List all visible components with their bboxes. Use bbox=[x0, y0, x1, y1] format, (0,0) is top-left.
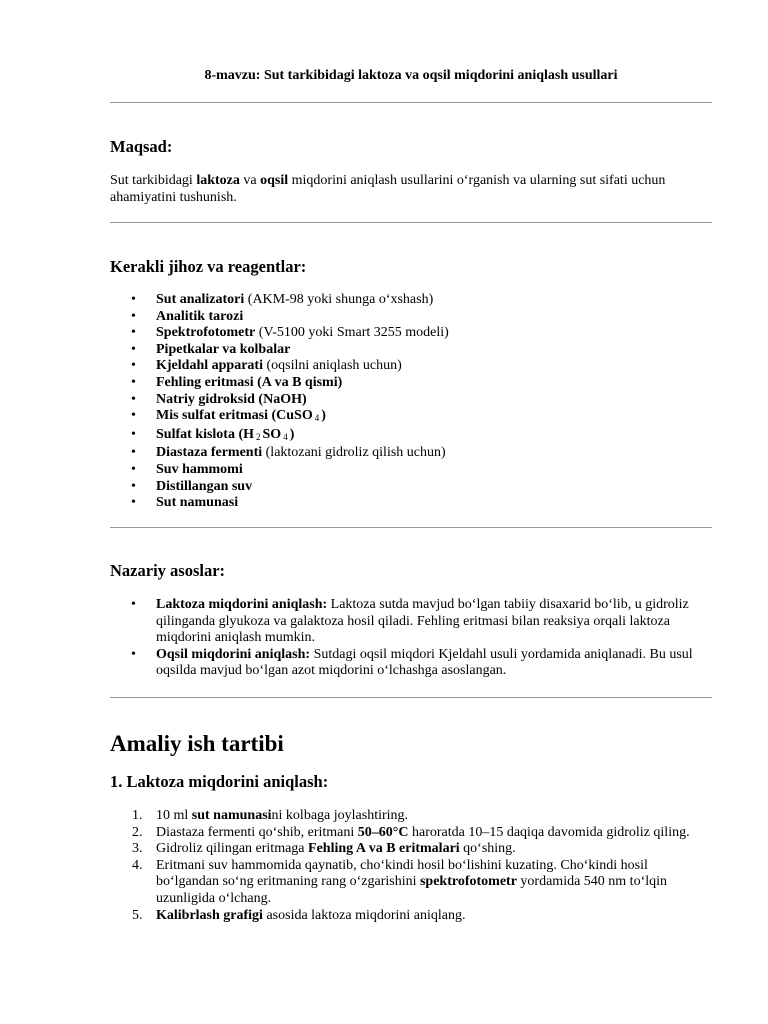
list-item bbox=[110, 479, 712, 496]
item-label: Sut analizatori bbox=[156, 292, 245, 307]
step-number: 1. bbox=[132, 808, 143, 823]
divider bbox=[110, 102, 712, 103]
list-item bbox=[110, 597, 712, 647]
item-label: Analitik tarozi bbox=[156, 308, 244, 324]
item-label: Sulfat kislota (H bbox=[156, 426, 255, 442]
item-detail: Sutdagi oqsil miqdori Kjeldahl usuli yordamida aniqlanadi. Bu usul oqsilda mavjud bo‘lgan azot miqdorini o‘lchashga asoslangan. bbox=[156, 646, 693, 679]
list-item bbox=[110, 325, 712, 342]
section-heading-nazariy: Nazariy asoslar: bbox=[110, 561, 226, 580]
step-emphasis: spektrofotometr bbox=[419, 874, 517, 890]
step-text: Eritmani suv hammomida qaynatib, cho‘kindi hosil bo‘lishini kuzating. Cho‘kindi hosil bo‘lgandan so‘ng eritmaning rang o‘zgarishini bbox=[156, 857, 648, 890]
item-label: Oqsil miqdorini aniqlash: bbox=[156, 646, 311, 662]
step-text: qo‘shing. bbox=[459, 841, 516, 857]
divider bbox=[110, 527, 712, 528]
section-heading-maqsad: Maqsad: bbox=[110, 137, 173, 156]
oqsil-term: oqsil bbox=[260, 173, 289, 188]
divider bbox=[110, 697, 712, 698]
item-label: ) bbox=[321, 408, 326, 424]
item-label: ) bbox=[289, 426, 295, 442]
maqsad-paragraph: Sut tarkibidagi laktoza va oqsil miqdorini aniqlash usullarini o‘rganish va ularning sut sifati uchun ahamiyatini tushunish. bbox=[110, 173, 666, 205]
item-detail: (laktozani gidroliz qilish uchun) bbox=[262, 445, 446, 461]
step-text: Gidroliz qilingan eritmaga bbox=[156, 841, 309, 857]
step-emphasis: Kalibrlash grafigi bbox=[156, 907, 263, 923]
step-text: Diastaza fermenti qo‘shib, eritmani bbox=[156, 824, 358, 840]
item-label: Natriy gidroksid (NaOH) bbox=[156, 391, 307, 407]
item-label: Suv hammomi bbox=[156, 461, 243, 477]
step-emphasis: Fehling A va B eritmalari bbox=[308, 841, 460, 857]
list-item bbox=[110, 495, 712, 512]
list-item bbox=[110, 375, 712, 392]
list-item bbox=[110, 427, 712, 446]
list-item bbox=[110, 292, 712, 309]
subscript: 4 bbox=[314, 413, 320, 424]
bullet-icon: • bbox=[131, 374, 136, 390]
item-detail: Laktoza sutda mavjud bo‘lgan tabiiy disaxarid bo‘lib, u gidroliz qilinganda glyukoza va galaktoza hosil qiladi. Fehling eritmasi bilan reaksiya orqali laktoza miqdorini aniqlash mumkin. bbox=[156, 597, 689, 646]
step-number: 5. bbox=[132, 907, 143, 923]
item-label: Sut namunasi bbox=[156, 495, 239, 511]
bullet-icon: • bbox=[131, 445, 136, 461]
bullet-icon: • bbox=[131, 408, 136, 424]
item-detail: (AKM-98 yoki shunga o‘xshash) bbox=[244, 292, 434, 307]
bullet-icon: • bbox=[131, 325, 136, 341]
bullet-icon: • bbox=[131, 308, 136, 324]
step-emphasis: sut namunasi bbox=[191, 808, 272, 823]
item-label: Spektrofotometr bbox=[156, 325, 256, 341]
step-text: haroratda 10–15 daqiqa davomida gidroliz qiling. bbox=[408, 824, 690, 840]
item-label: Pipetkalar va kolbalar bbox=[156, 341, 291, 357]
bullet-icon: • bbox=[131, 478, 136, 494]
procedure-steps bbox=[110, 808, 712, 924]
list-item bbox=[110, 392, 712, 409]
list-item bbox=[110, 309, 712, 326]
section-heading-jihoz: Kerakli jihoz va reagentlar: bbox=[110, 257, 307, 276]
sub-heading-laktoza: 1. Laktoza miqdorini aniqlash: bbox=[110, 772, 329, 791]
step-text: 10 ml bbox=[156, 808, 192, 823]
bullet-icon: • bbox=[131, 646, 136, 662]
item-label: SO bbox=[262, 426, 282, 442]
list-item bbox=[110, 358, 712, 375]
bullet-icon: • bbox=[131, 426, 136, 442]
bullet-icon: • bbox=[131, 495, 136, 511]
bullet-icon: • bbox=[131, 292, 136, 307]
list-item bbox=[110, 408, 712, 427]
subscript: 4 bbox=[283, 431, 288, 442]
item-detail: (V-5100 yoki Smart 3255 modeli) bbox=[255, 325, 449, 341]
item-label: Fehling eritmasi (A va B qismi) bbox=[156, 374, 343, 390]
document-title: 8-mavzu: Sut tarkibidagi laktoza va oqsil miqdorini aniqlash usullari bbox=[204, 68, 618, 83]
step-number: 2. bbox=[132, 824, 143, 840]
bullet-icon: • bbox=[131, 358, 136, 374]
step-text: asosida laktoza miqdorini aniqlang. bbox=[262, 907, 466, 923]
step-item bbox=[110, 808, 712, 825]
list-item bbox=[110, 342, 712, 359]
item-label: Mis sulfat eritmasi (CuSO bbox=[156, 408, 313, 424]
equipment-list bbox=[110, 292, 712, 512]
list-item bbox=[110, 445, 712, 462]
theory-list bbox=[110, 597, 712, 680]
step-emphasis: 50–60°C bbox=[357, 824, 409, 840]
step-text: yordamida 540 nm to‘lqin uzunligida o‘lchang. bbox=[156, 874, 668, 906]
item-label: Kjeldahl apparati bbox=[156, 358, 263, 374]
item-detail: (oqsilni aniqlash uchun) bbox=[262, 358, 402, 374]
item-label: Distillangan suv bbox=[156, 478, 253, 494]
item-label: Laktoza miqdorini aniqlash: bbox=[156, 597, 328, 612]
list-item bbox=[110, 647, 712, 680]
step-text: ni kolbaga joylashtiring. bbox=[271, 808, 409, 823]
bullet-icon: • bbox=[131, 341, 136, 357]
laktoza-term: laktoza bbox=[196, 173, 240, 188]
step-item bbox=[110, 841, 712, 858]
item-label: Diastaza fermenti bbox=[156, 445, 263, 461]
section-heading-amaliy: Amaliy ish tartibi bbox=[110, 731, 284, 756]
step-item bbox=[110, 825, 712, 842]
step-item bbox=[110, 908, 712, 925]
bullet-icon: • bbox=[131, 391, 136, 407]
step-number: 4. bbox=[132, 857, 143, 873]
step-number: 3. bbox=[132, 841, 143, 857]
bullet-icon: • bbox=[131, 461, 136, 477]
list-item bbox=[110, 462, 712, 479]
subscript: 2 bbox=[256, 431, 261, 442]
bullet-icon: • bbox=[131, 597, 136, 612]
step-item bbox=[110, 858, 712, 908]
divider bbox=[110, 222, 712, 223]
